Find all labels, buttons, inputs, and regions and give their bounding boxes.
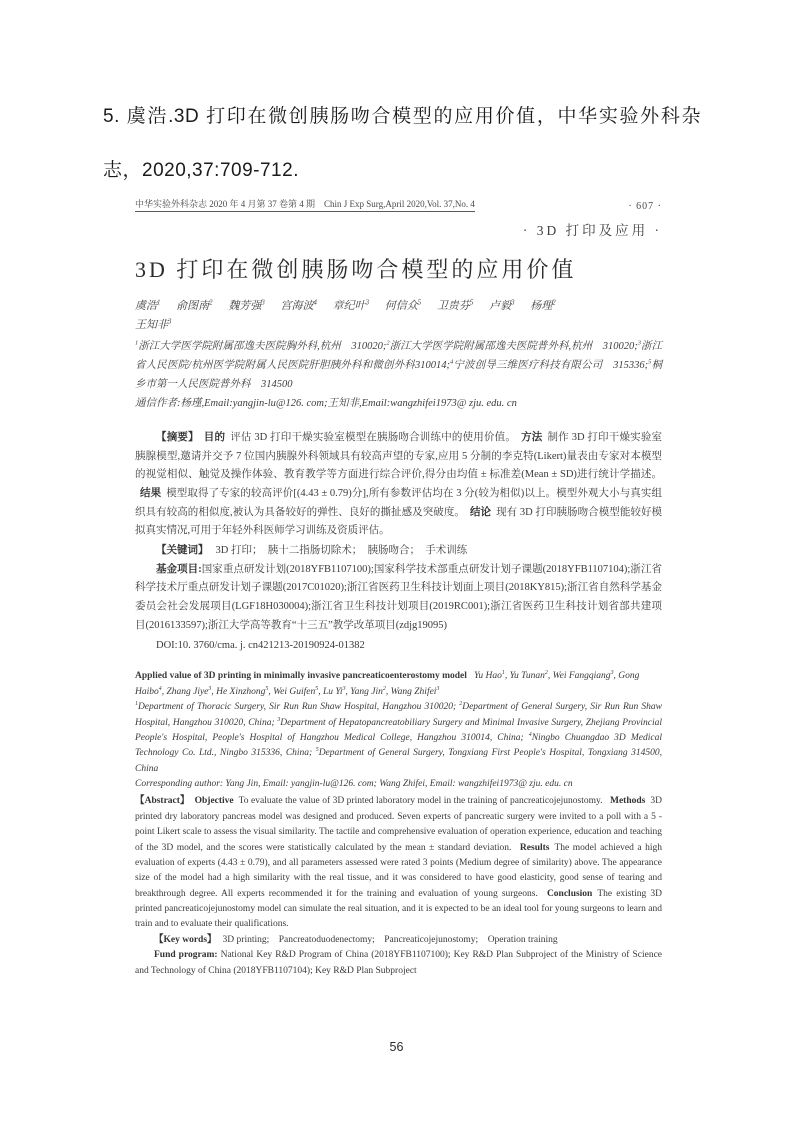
author-zh: 章纪叶$^3$ (332, 299, 370, 312)
author-zh: 宫海波$^4$ (280, 299, 317, 312)
author-en: Wei Fangqiang$^3$ , (553, 671, 619, 681)
affiliation-zh: $^3$浙江省人民医院/杭州医学院附属人民医院肝胆胰外科和微创外科310014; (135, 339, 663, 372)
conclusion-label-zh: 结论 (469, 506, 492, 518)
author-zh: 卫贵芬$^5$ (436, 299, 474, 312)
affiliations-en (135, 700, 662, 777)
methods-label-zh: 方法 (521, 431, 543, 443)
author-en: Lu Yi$^3$ , (323, 687, 350, 697)
objective-label-zh: 目的 (203, 431, 226, 443)
author-en: Yang Jin$^2$ , (350, 687, 390, 697)
author-zh: 何信众$^5$ (384, 299, 422, 312)
affiliation-zh: $^4$宁波创导三维医疗科技有限公司 315336; (449, 358, 649, 372)
article-title-en: Applied value of 3D printing in minimally invasive pancreaticoenterostomy model (135, 671, 467, 682)
affiliation-zh: $^1$浙江大学医学院附属邵逸夫医院胸外科,杭州 310020; (135, 339, 387, 353)
author-en: Zhang Jiye$^3$ , (166, 687, 216, 697)
column-section-label: · 3D 打印及应用 · (522, 223, 662, 238)
author-zh: 虞浩$^1$ (135, 299, 161, 312)
fund-label-zh: 基金项目: (156, 563, 202, 575)
journal-header (135, 197, 662, 212)
affiliation-en: $^5$Department of General Surgery, Tongxiang First People's Hospital, Tongxiang 314500, China (135, 747, 662, 774)
affiliation-en: $^2$Department of General Surgery, Sir Run Run Shaw Hospital, Hangzhou 310020, China; (135, 701, 662, 728)
author-en: Gong Haibo$^4$ , (135, 671, 639, 696)
page-number: 56 (389, 1040, 404, 1054)
fund-label-en: Fund program: (154, 950, 218, 961)
abstract-label-en: 【Abstract】 (135, 796, 190, 807)
author-en: Yu Hao$^1$ , (474, 671, 510, 681)
author-list-zh (135, 297, 605, 334)
conclusion-label-en: Conclusion (546, 888, 593, 899)
journal-issue-line: 中华实验外科杂志 2020 年 4 月第 37 卷第 4 期 Chin J Exp Surg,April 2020,Vol. 37,No. 4 (135, 197, 475, 212)
methods-label-en: Methods (610, 796, 646, 807)
affiliations-zh (135, 338, 662, 395)
results-label-en: Results (519, 842, 550, 853)
author-zh: 王知非$^3$ (135, 318, 172, 331)
affiliation-zh: $^2$浙江大学医学院附属邵逸夫医院普外科,杭州 310020; (386, 339, 638, 353)
english-section (135, 669, 662, 979)
author-zh: 俞图南$^2$ (176, 299, 213, 312)
scanned-paper-page (135, 197, 662, 979)
keywords-en: 【Key words】 3D printing; Pancreatoduodenectomy; Pancreaticojejunostomy; Operation training (154, 934, 558, 945)
author-en: He Xinzhong$^5$ , (216, 687, 273, 697)
author-en: Yu Tunan$^2$ , (510, 671, 553, 681)
affiliation-en: $^1$Department of Thoracic Surgery, Sir Run Run Shaw Hospital, Hangzhou 310020; (135, 701, 460, 713)
author-zh: 卢毅$^3$ (489, 299, 515, 312)
corresponding-author-zh: 通信作者:杨瑾,Email:yangjin-lu@126. com;王知非,Email:wangzhifei1973@ zju. edu. cn (135, 398, 517, 410)
abstract-label-zh: 【摘要】 (156, 431, 199, 443)
title-authors-en (135, 669, 662, 700)
keywords-label-en: 【Key words】 (154, 934, 217, 945)
article-title-zh: 3D 打印在微创胰肠吻合模型的应用价值 (135, 257, 577, 282)
affiliation-en: $^3$Department of Hepatopancreatobiliary Surgery and Minimal Invasive Surgery, Zhejiang Provincial People's Hospital, People's Hospital of Hangzhou Medical College, Hangzhou 310014, China; (135, 716, 662, 743)
abstract-zh (135, 429, 662, 656)
reference-citation: 5. 虞浩.3D 打印在微创胰肠吻合模型的应用价值，中华实验外科杂志，2020,37:709-712. (103, 106, 701, 181)
affiliation-zh: $^5$桐乡市第一人民医院普外科 314500 (135, 358, 662, 391)
fund-en: Fund program: National Key R&D Program of China (2018YFB1107100); Key R&D Plan Subproject of the Ministry of Science and Technology of China (2018YFB1107104); Key R&D Plan Subproject (135, 950, 663, 976)
fund-zh: 基金项目:国家重点研发计划(2018YFB1107100);国家科学技术部重点研发计划子课题(2018YFB1107104);浙江省科学技术厅重点研发计划子课题(2017C01020);浙江省医药卫生科技计划面上项目(2018KY815);浙江省自然科学基金委员会社会发展项目(LGF18H030004);浙江省卫生科技计划项目(2019RC001);浙江省医药卫生科技计划省部共建项目(2016133597);浙江大学高等教育“十三五”教学改革项目(zdjg19095) (135, 563, 662, 631)
objective-label-en: Objective (194, 796, 234, 807)
author-zh: 魏芳强$^3$ (228, 299, 265, 312)
author-en: Wei Guifen$^5$ , (273, 687, 323, 697)
abstract-en: 【Abstract】 Objective To evaluate the value of 3D printed laboratory model in the training of pancreaticojejunostomy. Methods 3D printed dry laboratory pancreas model was designed and produced. Seven experts of pancreatic surgery were invited to a poll with a 5 - point Likert scale to assess the visual similarity. The tactile and comprehensive evaluation of operation experience, education and teaching of the 3D model, and the scores were statistically calculated by the mean ± standard deviation. Results The model achieved a high evaluation of experts (4.43 ± 0.79), and all parameters assessed were rated 3 points (Medium degree of similarity) above. The appearance size of the model had a high similarity with the real tissue, and it was considered to have good elasticity, good sense of tearing and breakthrough degree. All experts recommended it for the training and evaluation of young surgeons. Conclusion The existing 3D printed pancreaticojejunostomy model can simulate the real situation, and it is expected to be an ideal tool for young surgeons to learn and train and to evaluate their qualifications. (135, 796, 663, 930)
author-zh: 杨理$^2$ (530, 299, 556, 312)
corresponding-author-en: Corresponding author: Yang Jin, Email: yangjin-lu@126. com; Wang Zhifei, Email: wangzhifei1973@ zju. edu. cn (135, 779, 573, 790)
keywords-zh: 【关键词】 3D 打印； 胰十二指肠切除术； 胰肠吻合； 手术训练 (156, 545, 468, 557)
author-en: Wang Zhifei$^3$ (390, 685, 440, 697)
journal-page-number: · 607 · (628, 201, 662, 212)
abstract-zh-paragraph: 【摘要】 目的 评估 3D 打印干燥实验室模型在胰肠吻合训练中的使用价值。 方法 制作 3D 打印干燥实验室胰腺模型,邀请并交予 7 位国内胰腺外科领域具有较高声望的专家,应用 5 分制的李克特(Likert)量表由专家对本模型的视觉相似、触觉及操作体验、教育教学等方面进行综合评价,得分由均值 ± 标准差(Mean ± SD)进行统计学描述。结果 模型取得了专家的较高评价[(4.43 ± 0.79)分],所有参数评估均在 3 分(较为相似)以上。模型外观大小与真实组织具有较高的相似度,被认为具备较好的弹性、良好的撕扯感及突破度。 结论 现有 3D 打印胰肠吻合模型能较好模拟真实情况,可用于年轻外科医师学习训练及资质评估。 (135, 431, 663, 537)
keywords-label-zh: 【关键词】 (156, 545, 209, 557)
results-label-zh: 结果 (140, 488, 162, 499)
affiliation-en: $^4$Ningbo Chuangdao 3D Medical Technology Co. Ltd., Ningbo 315336, China; (135, 731, 662, 759)
doi: DOI:10. 3760/cma. j. cn421213-20190924-01382 (156, 639, 365, 651)
